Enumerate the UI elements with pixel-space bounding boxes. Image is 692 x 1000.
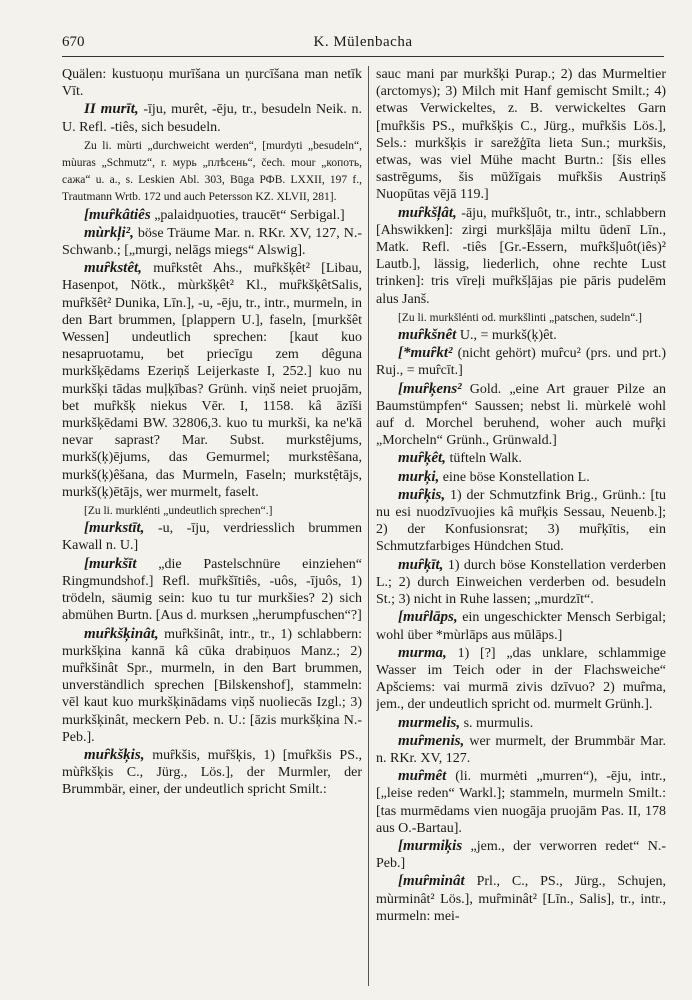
- entry-text: -īju, murêt, -ēju, tr., besudeln Neik. n. U. Refl. -tiês, sich besudeln.: [62, 102, 362, 135]
- entry-text: böse Träume Mar. n. RKr. XV, 127, N.-Schwanb.; [„murgi, nelāgs miegs“ Alswig].: [62, 225, 362, 259]
- right-column: [376, 66, 666, 986]
- dictionary-entry: [376, 873, 666, 925]
- entry-text: Quälen: kustuoņu murīšana un ņurcīšana man netīk Vīt.: [62, 67, 362, 100]
- headword: [muȓminât: [398, 873, 465, 890]
- column-divider: [368, 66, 369, 986]
- dictionary-entry: [62, 260, 362, 501]
- entry-text: 1) durch böse Konstellation verderben L.; 2) durch Einweichen verderben od. besudeln St.; 3) nicht in Ruhe lassen; „murdzīt“.: [376, 557, 666, 608]
- headword: [murmiķis: [398, 837, 463, 854]
- entry-text: sauc mani par murkšķi Purap.; 2) das Murmeltier (arctomys); 3) Milch mit Hanf gemischt Smilt.; 4) etwas Verwickeltes, z. B. verwickeltes Garn [muȓkšis PS., muȓkšķis C., Jürg., muȓkšis Lös.], Sels.: murkšķis ir sarežģīta lieta Sun.; murkšis, etwas, was viel Mühe macht Burtn.: [šis elles sastrēgums, šis mūžīgais muȓkšis Austriņš Nuopūtas vējā 119.]: [376, 67, 666, 203]
- entry-text: Prl., C., PS., Jürg., Schujen, mùrminât² Lös.], muȓminât² [Līn., Salis], tr., intr., murmeln: mei-: [376, 874, 666, 924]
- entry-text: (li. murmėti „murren“), -ēju, intr., [„leise reden“ Warkl.]; stammeln, murmeln Smilt.: [tas murmēdams vien nuogāja pruojām Pas. II, 178 aus O.-Bartau].: [376, 769, 666, 836]
- headword: muȓkšķinât,: [84, 625, 159, 642]
- etymology-note: [62, 137, 362, 206]
- entry-text: Zu li. mùrti „durchweicht werden“, [murdyti „besudeln“, mùuras „Schmutz“, r. мурь „плѣсень“, čech. mour „копоть, сажа“ u. a., s. Leskien Abl. 303, Būga РФВ. LXXII, 197 f., Trautmann Wrtb. 172 und auch Petersson KZ. XLVII, 281].: [62, 139, 362, 204]
- entry-text: „die Pastelschnüre einziehen“ Ringmundshof.] Refl. muȓkšītiês, -uôs, -ījuôs, 1) trödeln, säumig sein: kuo tu tur murkšies? 2) sich abmühen Burtn. [Aus d. murksen „herumpfuschen“?]: [62, 556, 362, 624]
- entry-text: [Zu li. murkšlénti od. murkšlinti „patschen, sudeln“.]: [398, 311, 643, 324]
- headword: [muȓlāps,: [398, 609, 458, 626]
- dictionary-entry: [376, 381, 666, 450]
- dictionary-entry: [62, 520, 362, 554]
- entry-text: (nicht gehört) muȓcu² (prs. und prt.) Ruj., = muȓcīt.]: [376, 346, 666, 379]
- headword: [murkstīt,: [84, 520, 145, 537]
- headword: muȓķis,: [398, 486, 446, 503]
- headword: muȓkšnêt: [398, 327, 457, 344]
- etymology-note: [376, 309, 666, 326]
- etymology-note: [62, 502, 362, 519]
- dictionary-entry: [376, 205, 666, 308]
- dictionary-entry: [376, 768, 666, 837]
- dictionary-entry: [62, 747, 362, 799]
- dictionary-entry: [376, 733, 666, 767]
- dictionary-entry: [376, 715, 666, 732]
- dictionary-entry: [376, 645, 666, 714]
- headword: [murkšīt: [84, 555, 137, 572]
- dictionary-entry: [62, 101, 362, 135]
- headword: II murīt,: [84, 101, 139, 118]
- entry-text: 1) [?] „das unklare, schlammige Wasser im Teich oder in der Flachsweiche“ Apšciems: vai murmā zivis dzīvuo? 2) muȓma, jem., der undeutlich spricht od. murmelt Grünh.].: [376, 645, 666, 713]
- entry-text: -u, -īju, verdriesslich brummen Kawall n. U.]: [62, 521, 362, 554]
- headword: muȓmêt: [398, 768, 447, 785]
- entry-text: s. murmulis.: [463, 715, 534, 731]
- dictionary-entry: [376, 469, 666, 486]
- entry-text: 1) der Schmutzfink Brig., Grünh.: [tu nu esi nuodzīvuojies kâ muȓķis Sessau, Neuenb.]; 2) der Konfusionsrat; 3) muȓķītis, ein Schmutzfarbiges Hündchen Stud.: [376, 487, 666, 555]
- headword: murma,: [398, 644, 447, 661]
- headword: mùrkļi²,: [84, 224, 134, 241]
- entry-text: [Zu li. murklénti „undeutlich sprechen“.]: [84, 505, 273, 518]
- page-number: 670: [62, 34, 85, 50]
- entry-text: tüfteln Walk.: [449, 451, 522, 467]
- headword: murķi,: [398, 468, 440, 485]
- headword: muȓķêt,: [398, 450, 446, 467]
- headword: murmelis,: [398, 714, 461, 731]
- dictionary-entry: [62, 626, 362, 746]
- entry-text: eine böse Konstellation L.: [442, 469, 590, 485]
- entry-text: muȓkšinât, intr., tr., 1) schlabbern: murkšķina kannā kâ cūka drabiņuos Manz.; 2) muȓkšinât Spr., murmeln, in den Bart brummen, unverständlich sprechen [Bilskenshof], stammeln: vēl kaut kuo murkšķinādams viņš nuoliecās Izgl.; 3) murkšķinât, meckern Peb. n. U.: [āzis murkšķina N.-Peb.].: [62, 626, 362, 745]
- dictionary-entry: [62, 207, 362, 224]
- dictionary-entry: [376, 838, 666, 872]
- running-head: K. Mülenbacha: [313, 34, 413, 50]
- entry-text: muȓkšis, muȓšķis, 1) [muȓkšis PS., mùȓkšķis C., Jürg., Lös.], der Murmler, der Brummbär, einer, der undeutlich spricht Smilt.:: [62, 747, 362, 798]
- headword: muȓkstêt,: [84, 260, 142, 277]
- left-column: [62, 66, 362, 986]
- entry-continuation: [62, 66, 362, 100]
- dictionary-entry: [376, 450, 666, 467]
- entry-text: -āju, muȓkšļuôt, tr., intr., schlabbern [Ahswikken]: zirgi murkšļāja miltu ūdenī Līn., Matk. Refl. -tiês [Gr.-Essern, muȓkšļuôt(iês)² Lautb.], lässig, liederlich, ohne rechte Lust trinken]: tris vīreļi muȓkšļājas pie pāris pudelēm alus Janš.: [376, 205, 666, 307]
- entry-text: „jem., der verworren redet“ N.-Peb.]: [376, 838, 666, 872]
- page-header: [62, 34, 664, 57]
- entry-text: muȓkstêt Ahs., muȓkšķêt² [Libau, Hasenpot, Nötk., mùrkšķêt² Kl., muȓkšķêtSalis, muȓkšêt² Dunika, Līn.], -u, -ēju, tr., intr., murmeln, in den Bart brummen, [plappern U.], faseln, [murkšêt Wessen] undeutlich sprechen: [kaut kuo nesapruotamu, bet priecīgu zem dêguna murkšķēdams Ezeriņš Leijerkaste I, 252.] kuo nu murkšķi tādas muļķības? Grünh. viņš neiet pruojām, bet muȓkšķ niekus Vēr. I, 1158. kâ āzīši murkšķēdami BW. 32806,3. kuo tu murkši, ka ne'kā nevar saprast? Mar. Subst. murkstêjums, murkš(ķ)ējums, das Gemurmel; murkstêšana, murkš(ķ)êšana, das Murmeln, Faseln; murkstệtājs, murkš(ķ)ētājs, wer murmelt, faselt.: [62, 261, 362, 500]
- dictionary-entry: [62, 556, 362, 625]
- headword: muȓmenis,: [398, 732, 465, 749]
- entry-text: ein ungeschickter Mensch Serbigal; wohl über *mùrlāps aus mūlāps.]: [376, 610, 666, 643]
- dictionary-entry: [376, 487, 666, 556]
- dictionary-entry: [376, 609, 666, 643]
- entry-text: „palaidņuoties, traucēt“ Serbigal.]: [154, 207, 345, 223]
- headword: [muȓķens²: [398, 380, 462, 397]
- dictionary-entry: [376, 345, 666, 379]
- entry-text: wer murmelt, der Brummbär Mar. n. RKr. XV, 127.: [376, 733, 666, 766]
- dictionary-entry: [376, 327, 666, 344]
- headword: muȓkšļât,: [398, 204, 457, 221]
- entry-text: Gold. „eine Art grauer Pilze an Baumstümpfen“ Saussen; nebst li. mùrkelė wohl auf d. Morchel beruhend, woher auch muȓķi „Morcheln“ Grünh., Grünwald.]: [376, 381, 666, 449]
- headword: [*muȓkt²: [398, 345, 453, 362]
- dictionary-entry: [376, 557, 666, 609]
- headword: muȓkšķis,: [84, 746, 145, 763]
- headword: muȓķīt,: [398, 556, 444, 573]
- headword: [muȓkâtiês: [84, 206, 151, 223]
- entry-continuation: [376, 66, 666, 204]
- dictionary-entry: [62, 225, 362, 259]
- entry-text: U., = murkš(ķ)êt.: [459, 328, 557, 344]
